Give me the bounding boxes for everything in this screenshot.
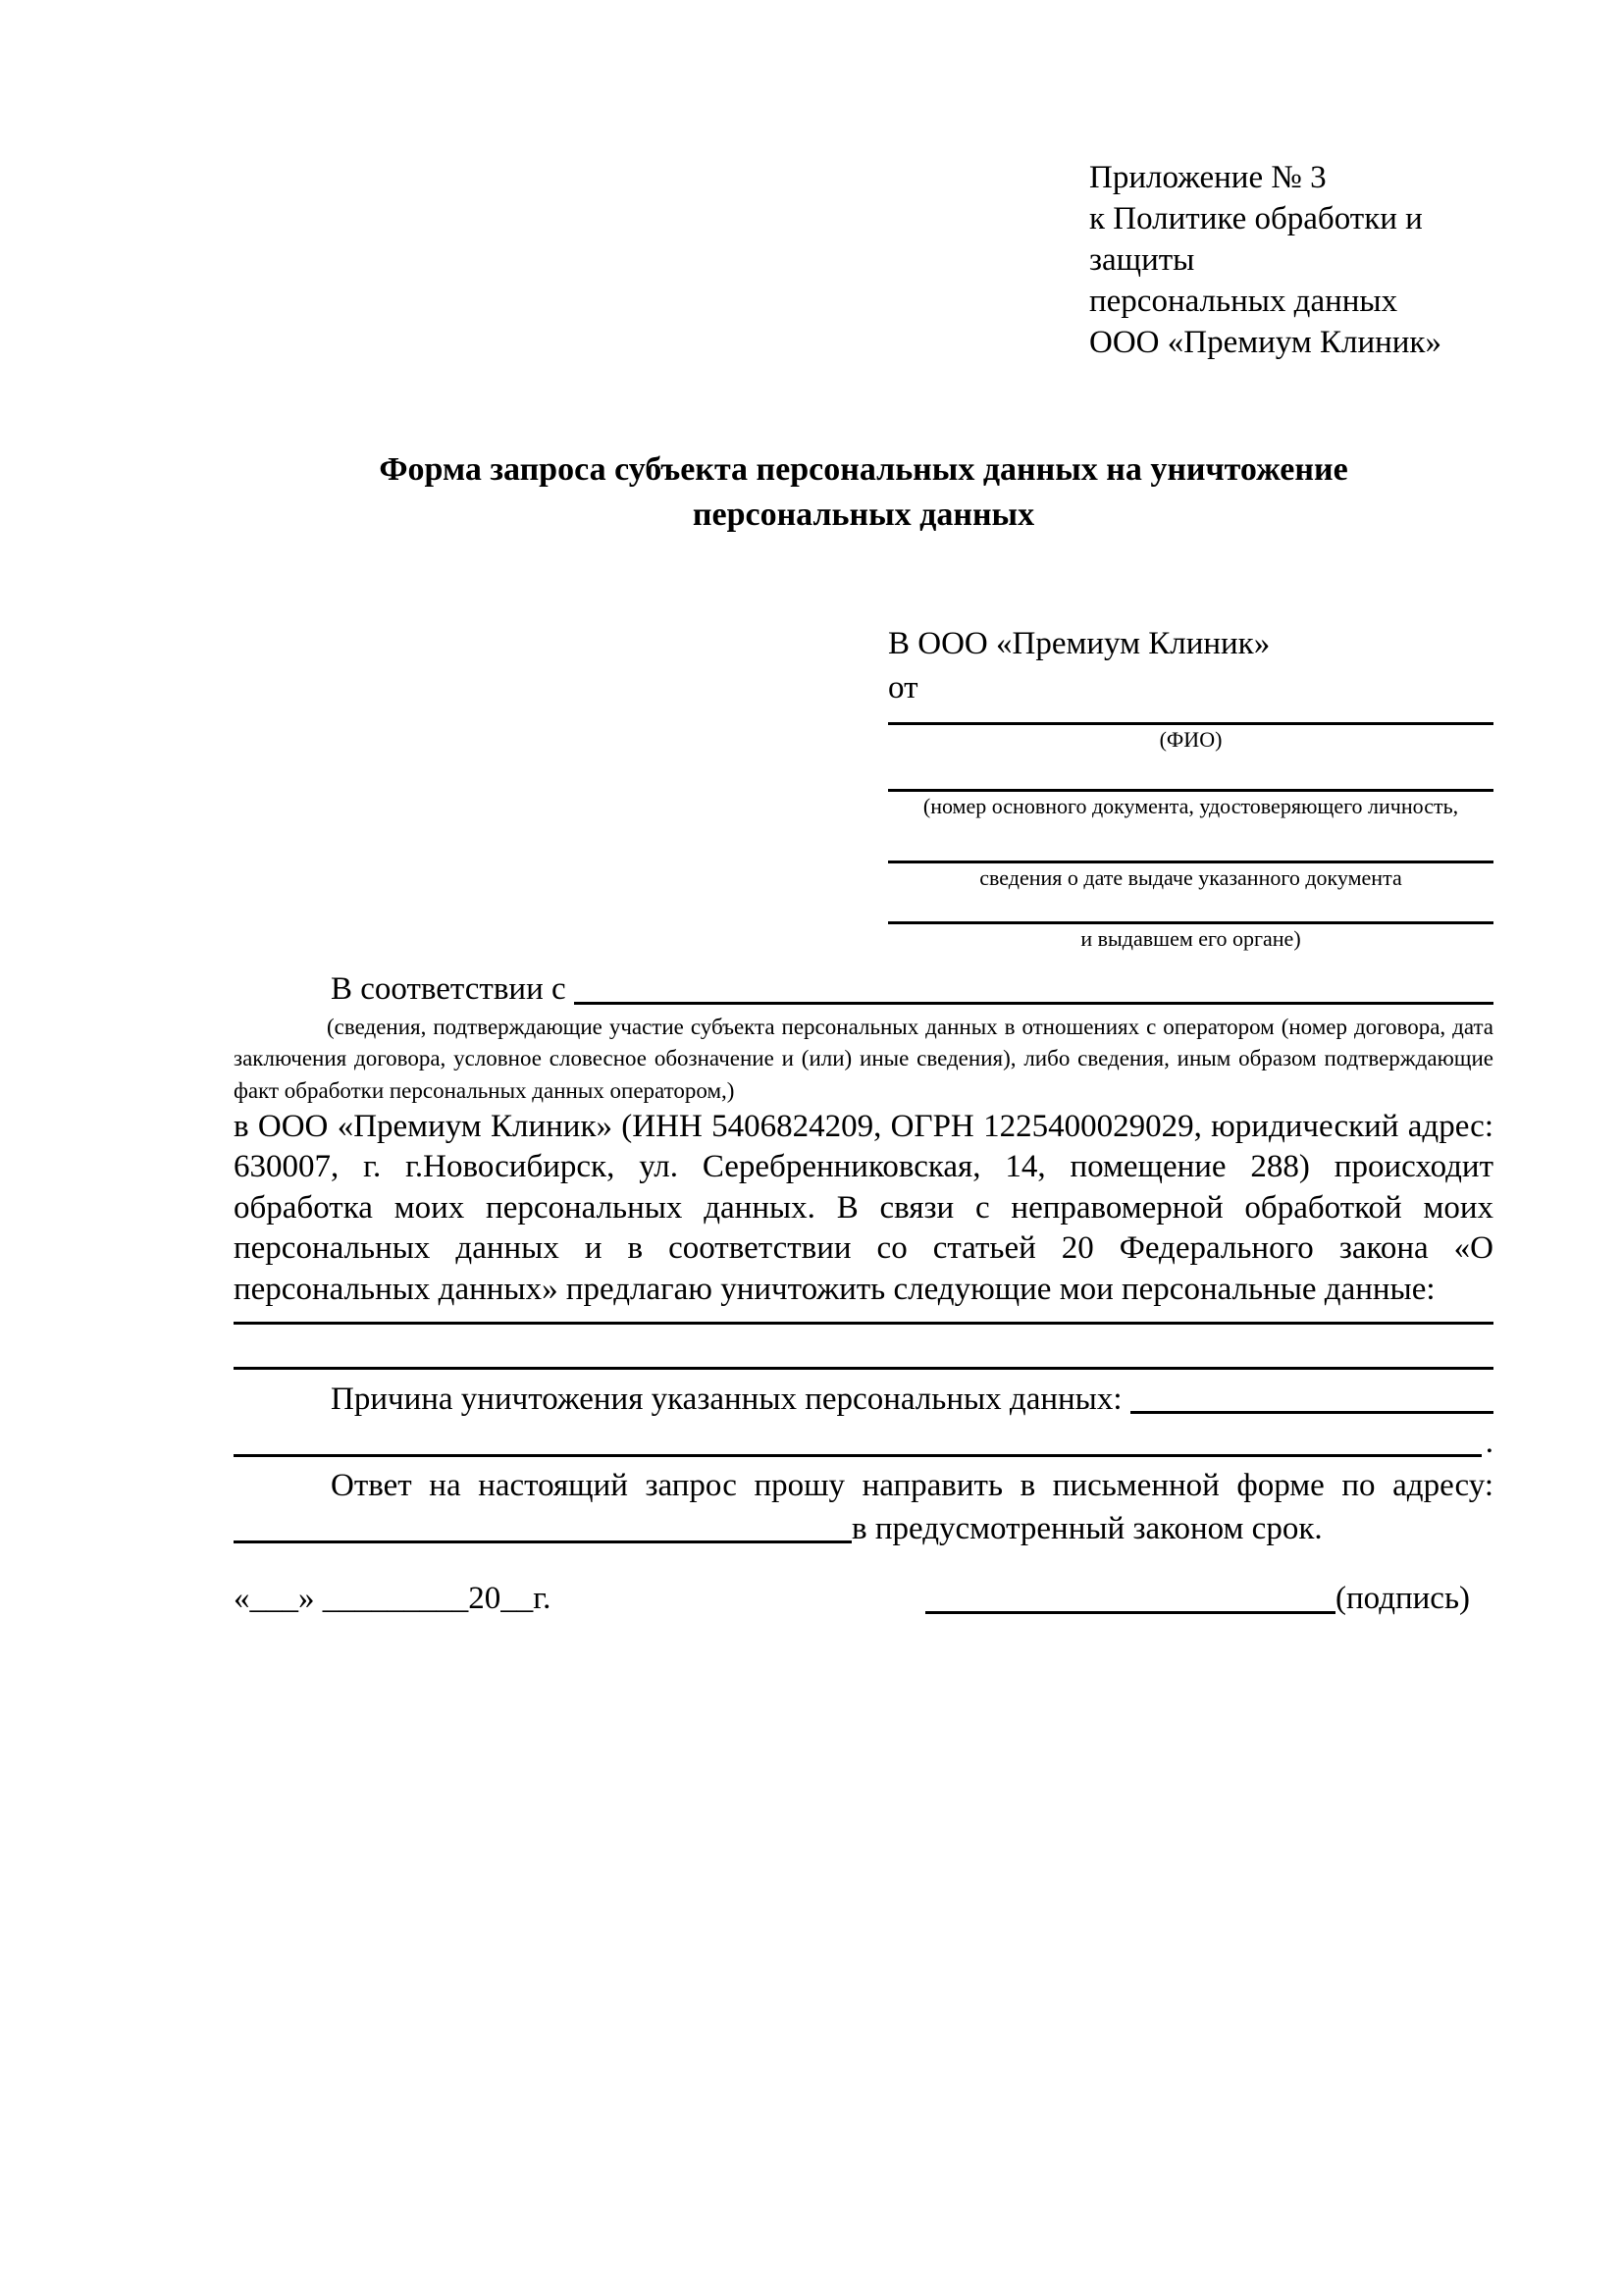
response-term-line — [234, 1507, 1493, 1550]
fio-blank-line — [888, 710, 1493, 725]
response-request-line: Ответ на настоящий запрос прошу направить в письменной форме по адресу: — [331, 1468, 1493, 1504]
accordance-line — [234, 967, 1493, 1012]
accordance-prefix: В соответствии с — [331, 971, 566, 1007]
issuing-authority-blank-line — [888, 893, 1493, 924]
appendix-header-line-2: к Политике обработки и защиты — [1089, 201, 1423, 278]
appendix-header-line-3: персональных данных — [1089, 284, 1398, 319]
explanatory-note: (сведения, подтверждающие участие субъекта персональных данных в отношениях с оператором (номер договора, дата заключения договора, условное словесное обозначение и (или) иные сведения), либо сведения, иным образом подтверждающие факт обработки персональных данных оператором,) — [234, 1015, 1493, 1103]
document-title-line-1: Форма запроса субъекта персональных данных на уничтожение — [379, 451, 1348, 488]
addressee-to: В ООО «Премиум Клиник» — [888, 626, 1271, 661]
issue-date-label: сведения о дате выдаче указанного документа — [979, 865, 1402, 890]
appendix-header-line-4: ООО «Премиум Клиник» — [1089, 325, 1441, 360]
address-blank-line — [234, 1540, 852, 1543]
fio-label: (ФИО) — [1159, 727, 1223, 752]
identity-document-label: (номер основного документа, удостоверяющего личность, — [922, 794, 1459, 818]
appendix-header-line-1: Приложение № 3 — [1089, 160, 1327, 195]
reason-label: Причина уничтожения указанных персональных данных: — [331, 1382, 1123, 1418]
reason-continuation-line — [234, 1421, 1493, 1464]
issuing-authority-label: и выдавшем его органе) — [1080, 926, 1301, 951]
document-title-line-2: персональных данных — [692, 496, 1035, 533]
personal-data-blank-line-2 — [234, 1325, 1493, 1370]
addressee-block — [888, 622, 1493, 954]
identity-document-blank-line — [888, 755, 1493, 792]
issue-date-blank-line — [888, 821, 1493, 863]
signature-label: (подпись) — [1335, 1581, 1470, 1617]
date-signature-row — [234, 1576, 1493, 1621]
reason-blank-line — [1130, 1411, 1493, 1414]
date-template: «___» _________20__г. — [234, 1581, 551, 1617]
appendix-header — [1089, 157, 1493, 363]
main-paragraph: в ООО «Премиум Клиник» (ИНН 5406824209, ОГРН 1225400029029, юридический адрес: 630007, г. г.Новосибирск, ул. Серебренниковская, 14, помещение 288) происходит обработка моих персональных данных. В связи с неправомерной обработкой моих персональных данных и в соответствии со статьей 20 Федерального закона «О персональных данных» предлагаю уничтожить следующие мои персональные данные: — [234, 1108, 1493, 1307]
document-title — [234, 447, 1493, 538]
addressee-from: от — [888, 670, 918, 705]
line-end-period: . — [1485, 1425, 1493, 1461]
response-term: в предусмотренный законом срок. — [852, 1511, 1323, 1547]
personal-data-blank-line-1 — [234, 1310, 1493, 1325]
accordance-blank-line — [574, 1002, 1493, 1005]
signature-blank-line — [925, 1611, 1335, 1614]
reason-line — [234, 1378, 1493, 1421]
reason-blank-line-2 — [234, 1454, 1482, 1457]
